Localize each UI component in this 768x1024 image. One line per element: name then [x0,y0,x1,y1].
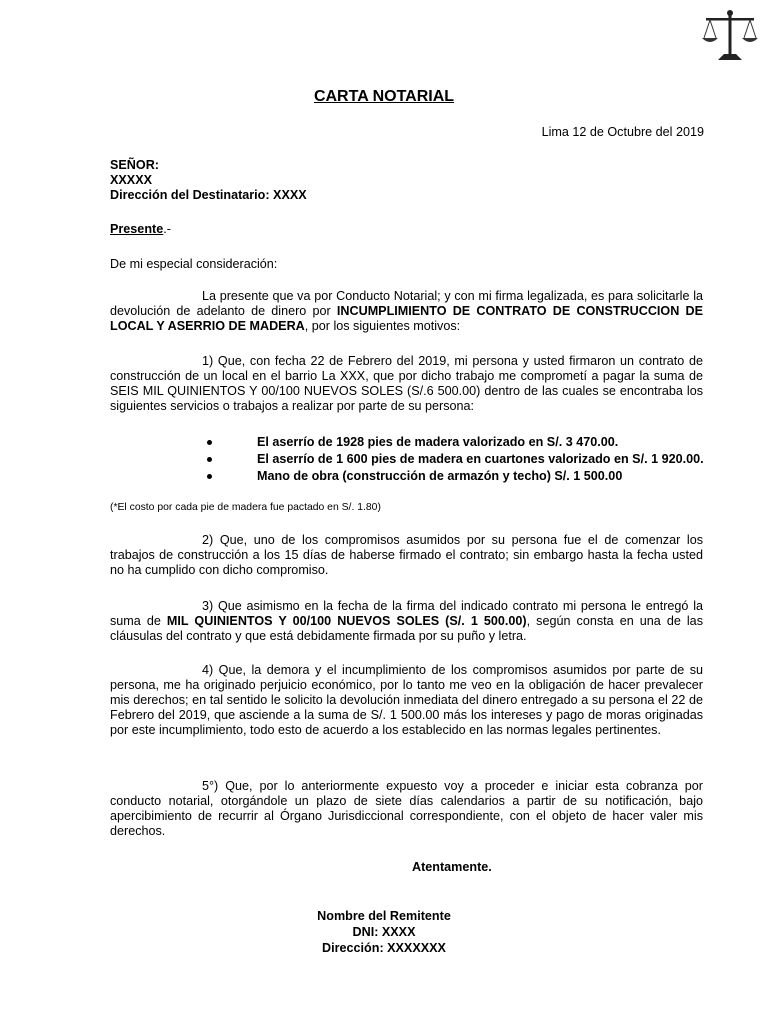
scales-of-justice-icon [700,8,760,63]
signature-address: Dirección: XXXXXXX [322,941,446,955]
services-list [233,434,704,485]
point-5-paragraph: 5°) Que, por lo anteriormente expuesto voy a proceder e iniciar esta cobranza por conducto notarial, otorgándole un plazo de siete días calendarios a partir de su notificación, bajo apercibimiento de recurrir al Órgano Jurisdiccional correspondiente, con el objeto de hacer valer mis derechos. [110,779,703,838]
list-item: El aserrío de 1 600 pies de madera en cuartones valorizado en S/. 1 920.00. [233,451,704,468]
signature-dni: DNI: XXXX [352,925,416,939]
closing: Atentamente. [412,860,492,874]
point-4-paragraph: 4) Que, la demora y el incumplimiento de los compromisos asumidos por parte de su persona, me ha originado perjuicio económico, por lo tanto me veo en la obligación de hacer prevalecer mis derechos; en tal sentido le solicito la devolución inmediata del dinero entregado a su persona el 22 de Febrero del 2019, que asciende a la suma de S/. 1 500.00 más los intereses y pago de moras originadas por este incumplimiento, todo esto de acuerdo a los establecido en las normas legales pertinentes. [110,663,703,737]
bullet-icon [207,457,212,462]
page-title: CARTA NOTARIAL [313,88,455,105]
signature-name: Nombre del Remitente [317,909,451,923]
list-item: Mano de obra (construcción de armazón y techo) S/. 1 500.00 [233,468,704,485]
point-3-text-b: , según consta en una de las cláusulas del contrato y que está debidamente firmada por su puño y letra. [110,614,703,643]
recipient-block [110,158,703,203]
presente-suffix: .- [163,222,171,236]
presente-label: Presente [110,222,164,236]
point-3-text-a: 3) Que asimismo en la fecha de la firma del indicado contrato mi persona le entregó la suma de [110,599,703,628]
greeting: De mi especial consideración: [110,257,278,271]
presente-line [110,222,703,237]
recipient-salutation: SEÑOR: [110,158,159,172]
intro-paragraph [110,289,703,334]
date-line: Lima 12 de Octubre del 2019 [541,125,704,139]
bullet-icon [207,474,212,479]
point-1-paragraph: 1) Que, con fecha 22 de Febrero del 2019, mi persona y usted firmaron un contrato de construcción de un local en el barrio La XXX, que por dicho trabajo me comprometí a pagar la suma de SEIS MIL QUINIENTOS Y 00/100 NUEVOS SOLES (S/.6 500.00) dentro de las cuales se encontraba los siguientes servicios o trabajos a realizar por parte de su persona: [110,354,703,413]
recipient-name: XXXXX [110,173,152,187]
point-3-text-bold: MIL QUINIENTOS Y 00/100 NUEVOS SOLES (S/. 1 500.00) [166,614,527,628]
point-2-paragraph: 2) Que, uno de los compromisos asumidos por su persona fue el de comenzar los trabajos de construcción a los 15 días de haberse firmado el contrato; sin embargo hasta la fecha usted no ha cumplido con dicho compromiso. [110,533,703,577]
list-item: El aserrío de 1928 pies de madera valorizado en S/. 3 470.00. [233,434,704,451]
recipient-address: Dirección del Destinatario: XXXX [110,188,307,202]
intro-text-a: La presente que va por Conducto Notarial; y con mi firma legalizada, es para solicitarle la devolución de adelanto de dinero por [110,289,703,318]
cost-note: (*El costo por cada pie de madera fue pactado en S/. 1.80) [110,502,381,513]
bullet-icon [207,440,212,445]
intro-text-bold: INCUMPLIMIENTO DE CONTRATO DE CONSTRUCCION DE LOCAL Y ASERRIO DE MADERA [110,304,703,333]
point-3-paragraph [110,599,703,644]
intro-text-b: , por los siguientes motivos: [304,319,461,333]
